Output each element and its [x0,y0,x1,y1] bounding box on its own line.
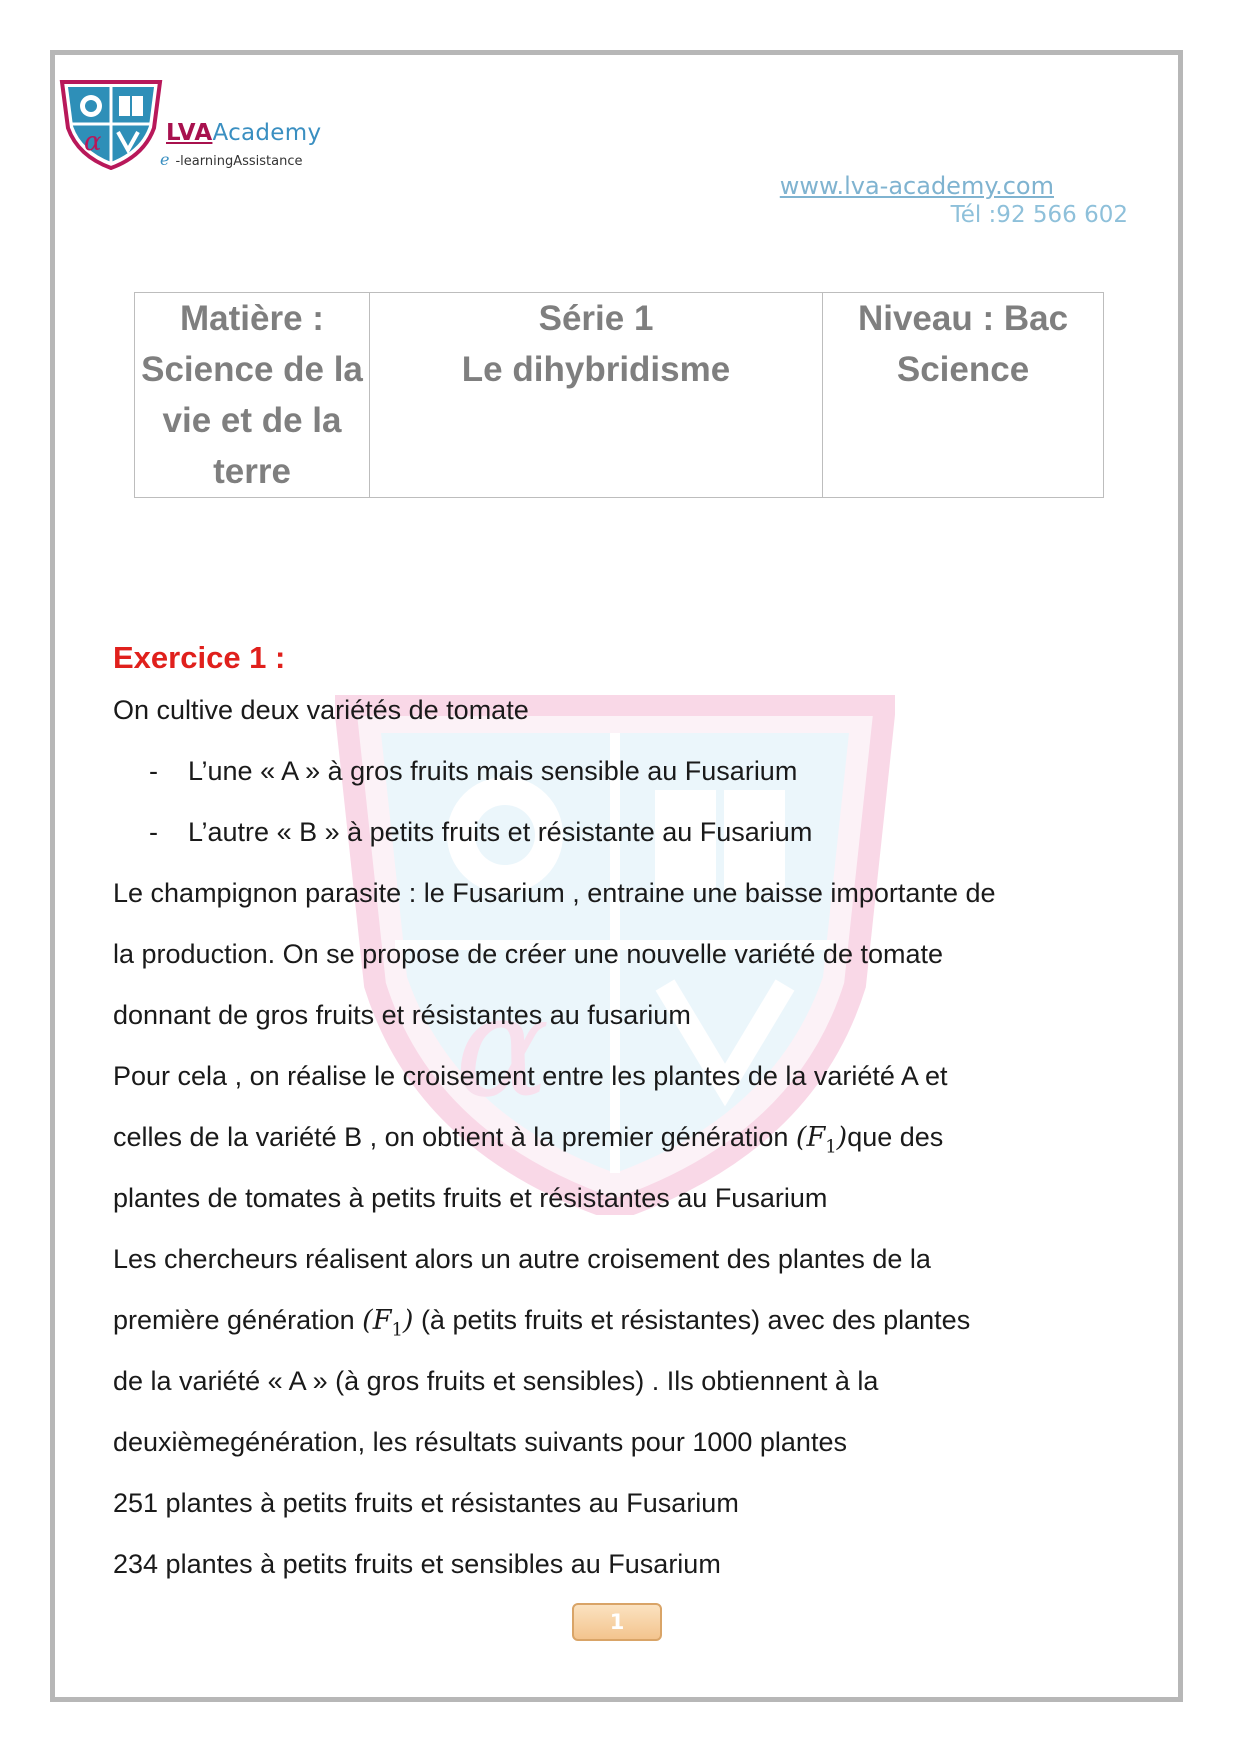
brand-tagline-text: -learningAssistance [175,154,303,169]
paragraph-line [113,1300,1113,1361]
f1-symbol [795,1122,848,1158]
matiere-line: terre [213,452,291,491]
website-link[interactable]: www.lva-academy.com [779,172,1054,200]
bullet-dash: - [149,756,158,786]
brand-block [160,120,322,169]
niveau-cell [823,293,1104,498]
brand-e-letter: e [160,150,170,169]
f1-symbol-sub: 1 [391,1319,403,1341]
bullet-item [113,812,1113,873]
bullet-text: L’autre « B » à petits fruits et résistante au Fusarium [188,817,813,847]
matiere-cell [135,293,370,498]
f1-symbol-close: ) [402,1305,414,1336]
f1-line-1-before: celles de la variété B , on obtient à la premier génération [113,1122,796,1152]
matiere-line: vie et de la [162,401,342,440]
phone-number: Tél :92 566 602 [950,202,1128,228]
matiere-line: Matière : [180,299,324,338]
f1-symbol-letter: (F [795,1122,826,1153]
f1-symbol-letter: (F [362,1305,392,1336]
f1-line-2-after: (à petits fruits et résistantes) avec des plantes [413,1305,971,1335]
brand-name-lva: LVA [166,120,213,146]
lva-shield-logo-icon [56,78,166,170]
brand-tagline [160,150,321,169]
page-number-badge: 1 [572,1603,662,1641]
niveau-line: Niveau : Bac [857,299,1069,338]
paragraph-line: Les chercheurs réalisent alors un autre croisement des plantes de la [113,1244,931,1274]
exercise-intro: On cultive deux variétés de tomate [113,695,529,725]
serie-cell [370,293,823,498]
matiere-line: Science de la [141,350,363,389]
f1-line-2-before: première génération [113,1305,363,1335]
bullet-dash: - [149,817,158,847]
exercise-title: Exercice 1 : [113,640,286,675]
f1-symbol [362,1305,414,1341]
paragraph-line: la production. On se propose de créer une nouvelle variété de tomate [113,939,944,969]
f1-line-1-after: que des [847,1122,944,1152]
serie-line: Le dihybridisme [461,350,731,389]
paragraph-line: Le champignon parasite : le Fusarium , entraine une baisse importante de [113,878,996,908]
paragraph-line: de la variété « A » (à gros fruits et sensibles) . Ils obtiennent à la [113,1366,879,1396]
info-table [134,292,1104,498]
paragraph-line [113,1117,1113,1178]
brand-name-academy: Academy [212,120,322,146]
paragraph-line: Pour cela , on réalise le croisement entre les plantes de la variété A et [113,1061,948,1091]
svg-text:α: α [455,966,550,1129]
f1-symbol-sub: 1 [825,1136,837,1158]
svg-text:α: α [84,127,102,157]
paragraph-line: deuxièmegénération, les résultats suivants pour 1000 plantes [113,1427,847,1457]
paragraph-line: 251 plantes à petits fruits et résistantes au Fusarium [113,1488,739,1518]
f1-symbol-close: ) [836,1122,848,1153]
serie-line: Série 1 [538,299,654,338]
exercise-content [113,640,1113,1605]
bullet-item [113,751,1113,812]
niveau-line: Science [896,350,1030,389]
paragraph-line: 234 plantes à petits fruits et sensibles au Fusarium [113,1549,721,1579]
paragraph-line: donnant de gros fruits et résistantes au fusarium [113,1000,691,1030]
paragraph-line: plantes de tomates à petits fruits et résistantes au Fusarium [113,1183,828,1213]
bullet-text: L’une « A » à gros fruits mais sensible au Fusarium [188,756,798,786]
brand-name [166,120,321,146]
